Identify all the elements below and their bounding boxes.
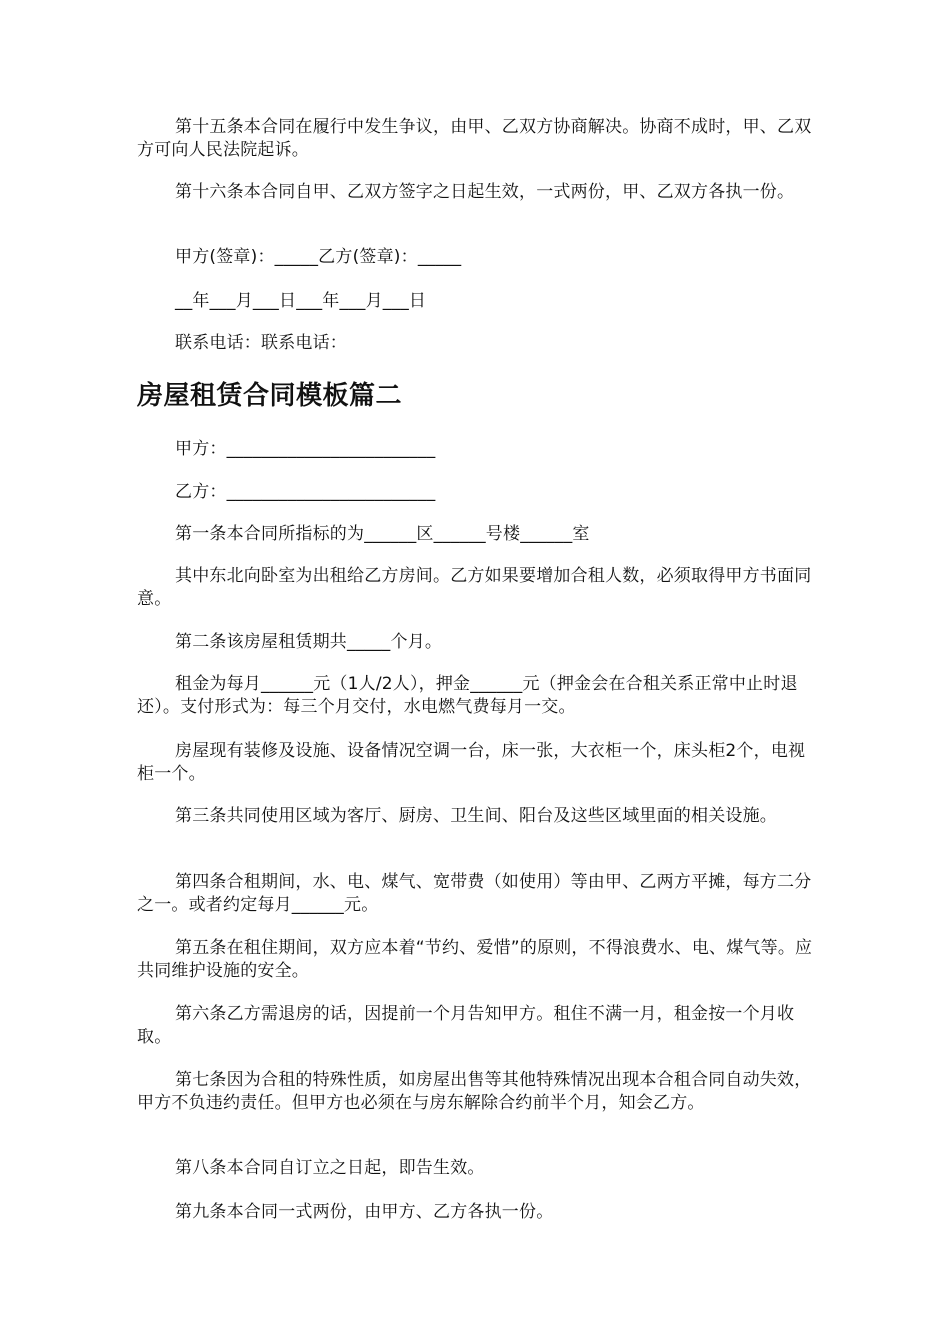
paragraph-date-line: __年___月___日___年___月___日 xyxy=(175,291,427,311)
paragraph-article-3: 第三条共同使用区域为客厅、厨房、卫生间、阳台及这些区域里面的相关设施。 xyxy=(175,806,777,826)
paragraph-article-6: 第六条乙方需退房的话，因提前一个月告知甲方。租住不满一月，租金按一个月收取。 xyxy=(137,1004,795,1047)
paragraph-phone-line: 联系电话：联系电话： xyxy=(175,333,347,353)
paragraph-article-16: 第十六条本合同自甲、乙双方签字之日起生效，一式两份，甲、乙双方各执一份。 xyxy=(175,182,795,202)
paragraph-article-5: 第五条在租住期间，双方应本着“节约、爱惜”的原则，不得浪费水、电、煤气等。应共同维护设施的安全。 xyxy=(137,938,813,981)
paragraph-article-1: 第一条本合同所指标的为______区______号楼______室 xyxy=(175,524,590,544)
paragraph-signature-line: 甲方(签章)：_____乙方(签章)：_____ xyxy=(175,247,462,267)
paragraph-article-15: 第十五条本合同在履行中发生争议，由甲、乙双方协商解决。协商不成时，甲、乙双方可向人民法院起诉。 xyxy=(137,117,812,160)
paragraph-rent: 租金为每月______元（1人/2人），押金______元（押金会在合租关系正常中止时退还）。支付形式为：每三个月交付，水电燃气费每月一交。 xyxy=(137,674,798,717)
paragraph-article-2: 第二条该房屋租赁期共_____个月。 xyxy=(175,632,443,652)
paragraph-article-4: 第四条合租期间，水、电、煤气、宽带费（如使用）等由甲、乙两方平摊，每方二分之一。或者约定每月______元。 xyxy=(137,872,812,915)
paragraph-party-a: 甲方：________________________ xyxy=(175,439,436,459)
paragraph-article-9: 第九条本合同一式两份，由甲方、乙方各执一份。 xyxy=(175,1202,554,1222)
paragraph-party-b: 乙方：________________________ xyxy=(175,482,436,502)
section-heading: 房屋租赁合同模板篇二 xyxy=(137,381,403,411)
paragraph-article-1-detail: 其中东北向卧室为出租给乙方房间。乙方如果要增加合租人数，必须取得甲方书面同意。 xyxy=(137,566,812,609)
paragraph-article-7: 第七条因为合租的特殊性质，如房屋出售等其他特殊情况出现本合租合同自动失效，甲方不负违约责任。但甲方也必须在与房东解除合约前半个月，知会乙方。 xyxy=(137,1070,812,1113)
paragraph-article-8: 第八条本合同自订立之日起，即告生效。 xyxy=(175,1158,485,1178)
paragraph-facilities: 房屋现有装修及设施、设备情况空调一台，床一张，大衣柜一个，床头柜2个，电视柜一个。 xyxy=(137,741,806,784)
